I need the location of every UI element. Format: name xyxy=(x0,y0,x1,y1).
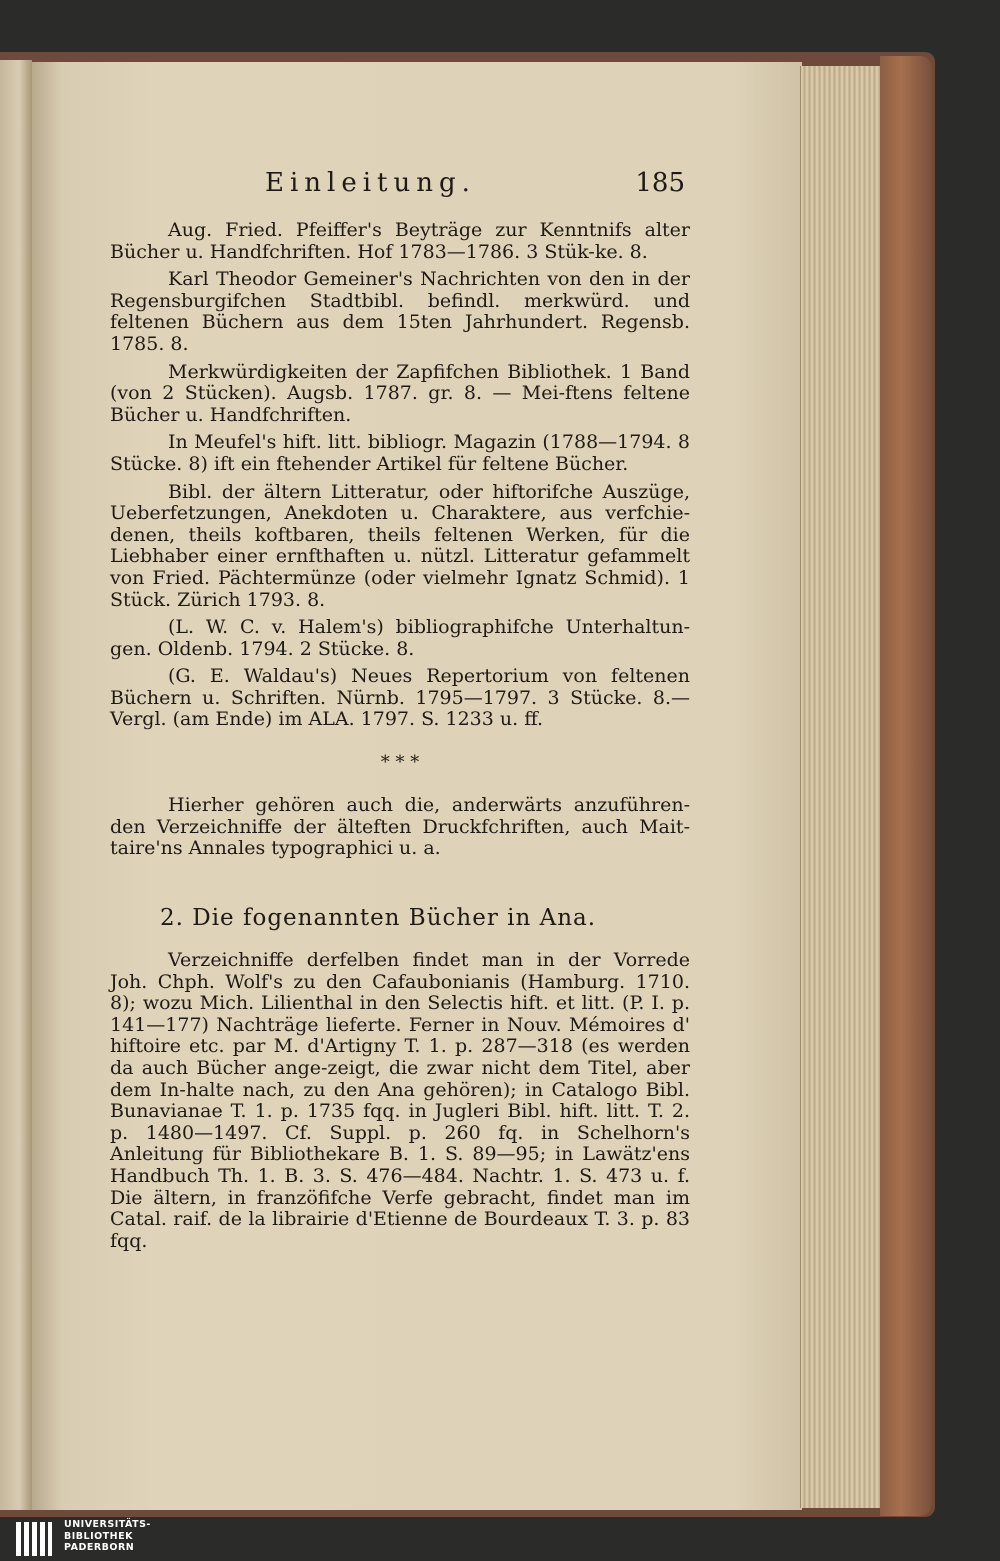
logo-line-2: BIBLIOTHEK xyxy=(64,1530,133,1542)
cover-board-edge xyxy=(880,56,932,1516)
note-paragraph: Hierher gehören auch die, anderwärts anzuführen-den Verzeichniffe der älteften Druckfchriften, auch Mait-taire'ns Annales typographici u. a. xyxy=(110,794,690,860)
section-divider-stars: * * * xyxy=(380,752,420,773)
library-logo xyxy=(10,1516,210,1561)
entry-gemeiner: Karl Theodor Gemeiner's Nachrichten von den in der Regensburgifchen Stadtbibl. befindl. merkwürd. und feltenen Büchern aus dem 15ten Jahrhundert. Regensb. 1785. 8. xyxy=(110,268,690,355)
library-logo-mark xyxy=(14,1520,54,1558)
page-header xyxy=(265,168,685,198)
page-number: 185 xyxy=(635,168,685,198)
entry-halem: (L. W. C. v. Halem's) bibliographifche Unterhaltun-gen. Oldenb. 1794. 2 Stücke. 8. xyxy=(110,616,690,660)
page-block-edge xyxy=(800,66,881,1508)
entry-waldau: (G. E. Waldau's) Neues Repertorium von feltenen Büchern u. Schriften. Nürnb. 1795—1797. 3 Stücke. 8.— Vergl. (am Ende) im ALA. 1797. S. 1233 u. ff. xyxy=(110,665,690,731)
section-heading: 2. Die fogenannten Bücher in Ana. xyxy=(160,905,597,931)
library-logo-text xyxy=(64,1519,151,1554)
logo-line-3: PADERBORN xyxy=(64,1542,135,1553)
ana-block xyxy=(110,950,690,1258)
running-title: Einleitung. xyxy=(265,168,476,198)
left-page-edge xyxy=(0,60,32,1510)
entry-meusel: In Meufel's hift. litt. bibliogr. Magazin (1788—1794. 8 Stücke. 8) ift ein ftehender Artikel für feltene Bücher. xyxy=(110,431,690,475)
entry-pfeiffer: Aug. Fried. Pfeiffer's Beyträge zur Kenntnifs alter Bücher u. Handfchriften. Hof 1783—1786. 3 Stük-ke. 8. xyxy=(110,219,690,263)
ana-paragraph: Verzeichniffe derfelben findet man in der Vorrede Joh. Chph. Wolf's zu den Cafaubonianis (Hamburg. 1710. 8); wozu Mich. Lilienthal in den Selectis hift. et litt. (P. I. p. 141—177) Nachträge lieferte. Ferner in Nouv. Mémoires d' hiftoire etc. par M. d'Artigny T. 1. p. 287—318 (es werden da auch Bücher ange-zeigt, die zwar nicht dem Titel, aber dem In-halte nach, zu den Ana gehören); in Catalogo Bibl. Bunavianae T. 1. p. 1735 fqq. in Jugleri Bibl. hift. litt. T. 2. p. 1480—1497. Cf. Suppl. p. 260 fq. in Schelhorn's Anleitung für Bibliothekare B. 1. S. 89—95; in Lawätz'ens Handbuch Th. 1. B. 3. S. 476—484. Nachtr. 1. S. 473 u. f. Die ältern, in franzöfifche Verfe gebracht, findet man im Catal. raif. de la librairie d'Etienne de Bourdeaux T. 3. p. 83 fqq. xyxy=(110,949,690,1252)
note-block xyxy=(110,795,690,866)
entry-bibl-aeltern: Bibl. der ältern Litteratur, oder hiftorifche Auszüge, Ueberfetzungen, Anekdoten u. Charaktere, aus verfchie-denen, theils koftbaren, theils feltenen Werken, für die Liebhaber einer ernfthaften u. nützl. Litteratur gefammelt von Fried. Pächtermünze (oder vielmehr Ignatz Schmid). 1 Stück. Zürich 1793. 8. xyxy=(110,480,690,611)
logo-line-1: UNIVERSITÄTS- xyxy=(64,1519,151,1530)
bibliography-block xyxy=(110,220,690,737)
entry-zapf: Merkwürdigkeiten der Zapfifchen Bibliothek. 1 Band (von 2 Stücken). Augsb. 1787. gr. 8. — Mei-ftens feltene Bücher u. Handfchriften. xyxy=(110,360,690,426)
